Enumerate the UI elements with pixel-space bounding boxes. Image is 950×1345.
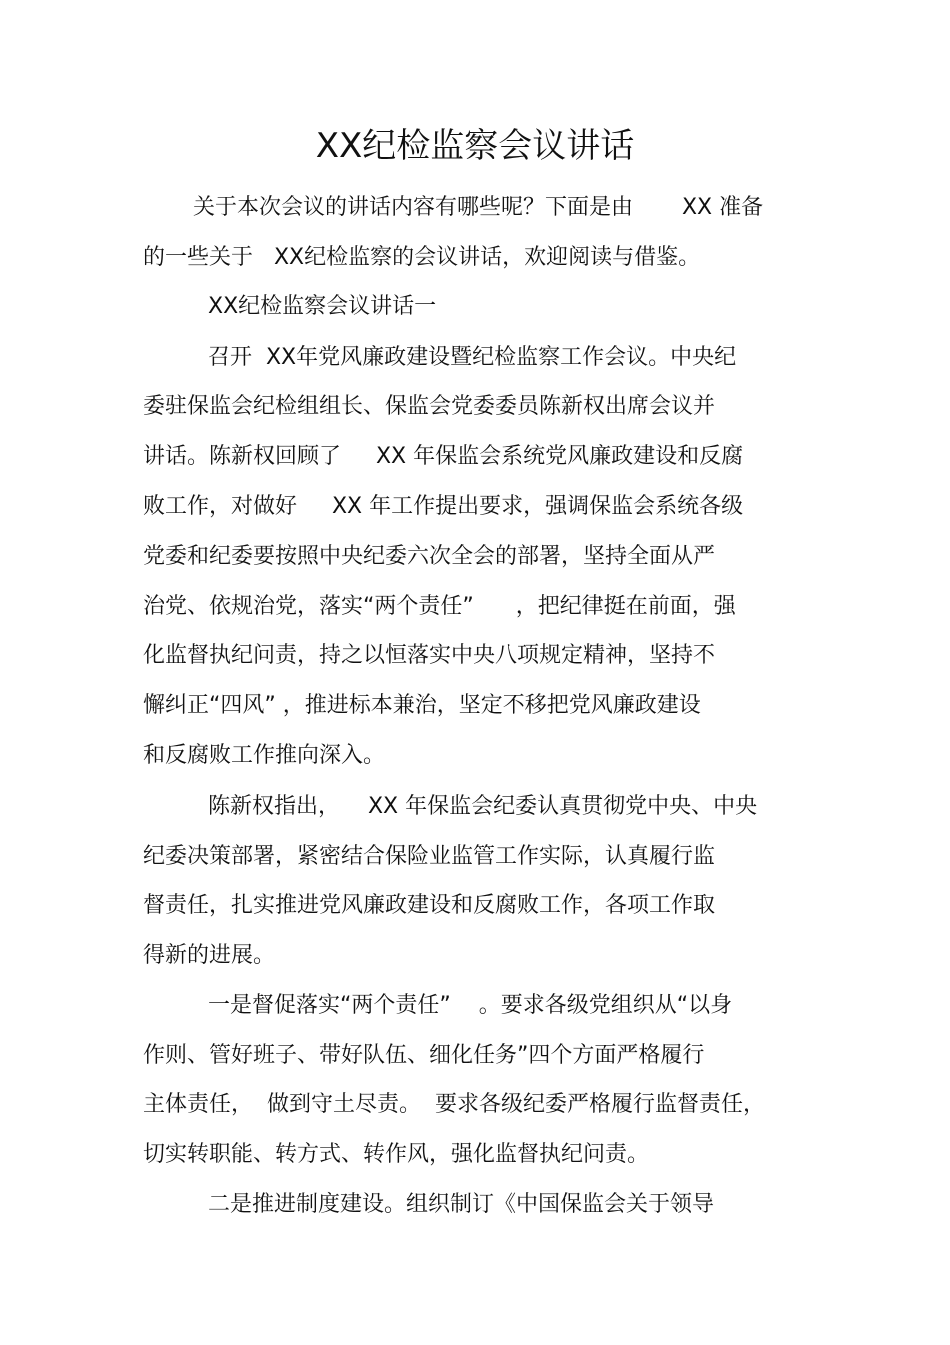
paragraph-line: 陈新权指出， XX 年保监会纪委认真贯彻党中央、中央	[208, 794, 758, 819]
paragraph-line: 主体责任， 做到守土尽责。 要求各级纪委严格履行监督责任，	[143, 1092, 765, 1117]
paragraph-line: 一是督促落实“两个责任” 。要求各级党组织从“以身	[208, 993, 733, 1018]
paragraph-line: 和反腐败工作推向深入。	[143, 743, 386, 768]
paragraph-line: 召开 XX年党风廉政建设暨纪检监察工作会议。中央纪	[208, 345, 737, 370]
paragraph-line: 二是推进制度建设。组织制订《中国保监会关于领导	[208, 1192, 715, 1217]
paragraph-line: 得新的进展。	[143, 943, 276, 968]
document-title: XX纪检监察会议讲话	[315, 126, 635, 166]
paragraph-line: 败工作，对做好 XX 年工作提出要求，强调保监会系统各级	[143, 494, 744, 519]
section-heading: XX纪检监察会议讲话一	[208, 294, 437, 319]
paragraph-line: 党委和纪委要按照中央纪委六次全会的部署，坚持全面从严	[143, 544, 716, 569]
paragraph-line: 委驻保监会纪检组组长、保监会党委委员陈新权出席会议并	[143, 394, 716, 419]
paragraph-line: 化监督执纪问责，持之以恒落实中央八项规定精神，坚持不	[143, 643, 716, 668]
paragraph-line: 的一些关于 XX纪检监察的会议讲话，欢迎阅读与借鉴。	[143, 245, 701, 270]
paragraph-line: 讲话。陈新权回顾了 XX 年保监会系统党风廉政建设和反腐	[143, 444, 744, 469]
paragraph-line: 懈纠正“四风” ，推进标本兼治，坚定不移把党风廉政建设	[143, 693, 701, 718]
paragraph-line: 作则、管好班子、带好队伍、细化任务”四个方面严格履行	[143, 1043, 705, 1068]
paragraph-line: 督责任，扎实推进党风廉政建设和反腐败工作，各项工作取	[143, 893, 716, 918]
paragraph-line: 治党、依规治党，落实“两个责任” ，把纪律挺在前面，强	[143, 594, 736, 619]
paragraph-line: 纪委决策部署，紧密结合保险业监管工作实际，认真履行监	[143, 844, 716, 869]
paragraph-line: 切实转职能、转方式、转作风，强化监督执纪问责。	[143, 1142, 650, 1167]
paragraph-line: 关于本次会议的讲话内容有哪些呢？下面是由 XX 准备	[193, 195, 764, 220]
